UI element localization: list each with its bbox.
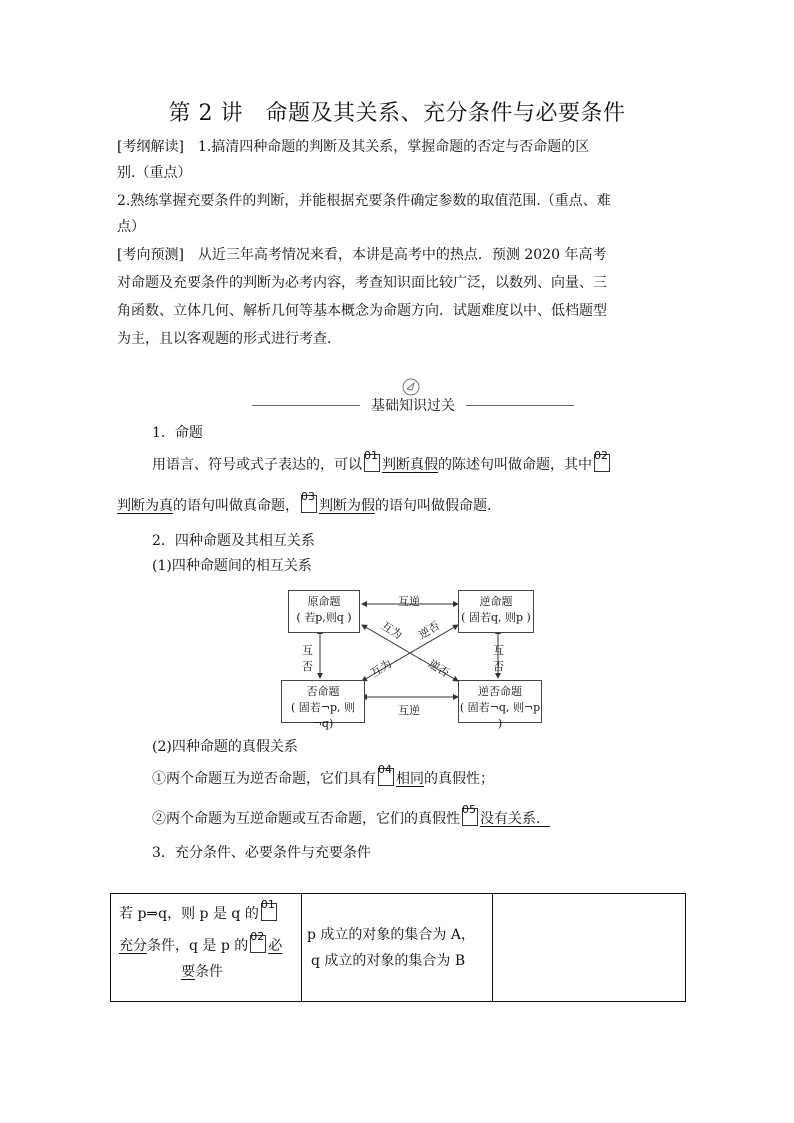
node-original: 原命题 ( 若p,则q ) — [288, 590, 360, 633]
heading-propositions: 1．命题 — [152, 425, 203, 441]
label-top: 互逆 — [398, 595, 420, 608]
section-badge-icon — [402, 378, 420, 396]
definition-line: 判断为真的语句叫做真命题， 03 判断为假的语句叫做假命题. — [117, 490, 492, 514]
intro-line: [考向预测] 从近三年高考情况来看，本讲是高考中的热点．预测 2020 年高考 — [117, 247, 607, 263]
blank-box: 01 — [261, 903, 277, 921]
node-converse: 逆命题 ( 固若q, 则p ) — [458, 590, 534, 633]
section-title: 基础知识过关 — [371, 398, 455, 414]
label-x2: 逆否 — [416, 619, 443, 642]
definition-line: 用语言、符号或式子表达的，可以 01 判断真假的陈述句叫做命题，其中 02 — [152, 449, 608, 473]
truth-rule-2: ②两个命题为互逆命题或互否命题，它们的真假性 05 没有关系． — [152, 803, 550, 827]
section-divider — [252, 378, 574, 414]
fill-answer: 必 — [268, 938, 283, 954]
label-x4: 逆否 — [425, 657, 452, 680]
blank-box: 04 — [378, 768, 394, 786]
heading-conditions: 3．充分条件、必要条件与充要条件 — [152, 845, 371, 861]
heading-four-propositions: 2．四种命题及其相互关系 — [152, 533, 315, 549]
blank-box: 05 — [462, 808, 478, 826]
intro-line: 为主，且以客观题的形式进行考查. — [117, 331, 332, 347]
sub-heading: (2)四种命题的真假关系 — [152, 739, 298, 755]
fill-answer: 充分 — [119, 938, 147, 954]
blank-box: 02 — [594, 454, 610, 472]
intro-line: 点） — [117, 219, 145, 235]
label-right-a: 互 — [493, 644, 504, 657]
blank-box: 03 — [301, 495, 317, 513]
blank-box: 01 — [364, 454, 380, 472]
label-right-b: 否 — [493, 660, 504, 673]
fill-answer: 判断为真 — [117, 498, 173, 514]
conditions-table — [110, 893, 686, 1002]
fill-answer: 相同 — [396, 771, 424, 787]
fill-answer: 没有关系． — [480, 811, 550, 827]
node-inverse: 否命题 ( 固若¬p, 则¬q) — [281, 680, 365, 723]
intro-line: 别.（重点） — [117, 165, 192, 181]
label-bottom: 互逆 — [398, 704, 420, 717]
table-cell — [492, 894, 685, 1001]
intro-line: 对命题及充要条件的判断为必考内容，考查知识面比较广泛，以数列、向量、三 — [117, 275, 607, 291]
label-x3: 互为 — [368, 657, 395, 680]
fill-answer: 判断真假 — [382, 457, 438, 473]
page-title: 第 2 讲 命题及其关系、充分条件与必要条件 — [168, 101, 626, 126]
table-cell: 若 p⇒q，则 p 是 q 的 01 充分条件，q 是 p 的 02 必 要条件 — [111, 894, 302, 1001]
fill-answer: 要 — [181, 964, 195, 980]
label-x1: 互为 — [378, 619, 405, 642]
intro-line: 2.熟练掌握充要条件的判断，并能根据充要条件确定参数的取值范围.（重点、难 — [117, 193, 611, 209]
node-contrapositive: 逆否命题 ( 固若¬q, 则¬p ) — [458, 680, 542, 723]
label-left-b: 否 — [302, 660, 313, 673]
intro-line: [考纲解读] 1.搞清四种命题的判断及其关系，掌握命题的否定与否命题的区 — [117, 139, 590, 155]
table-cell: p 成立的对象的集合为 A， q 成立的对象的集合为 B — [301, 894, 493, 1001]
fill-answer: 判断为假 — [319, 498, 375, 514]
blank-box: 02 — [250, 935, 266, 953]
truth-rule-1: ①两个命题互为逆否命题，它们具有 04 相同的真假性； — [152, 763, 494, 787]
intro-line: 角函数、立体几何、解析几何等基本概念为命题方向．试题难度以中、低档题型 — [117, 303, 607, 319]
sub-heading: (1)四种命题间的相互关系 — [152, 558, 312, 574]
label-left-a: 互 — [302, 644, 313, 657]
